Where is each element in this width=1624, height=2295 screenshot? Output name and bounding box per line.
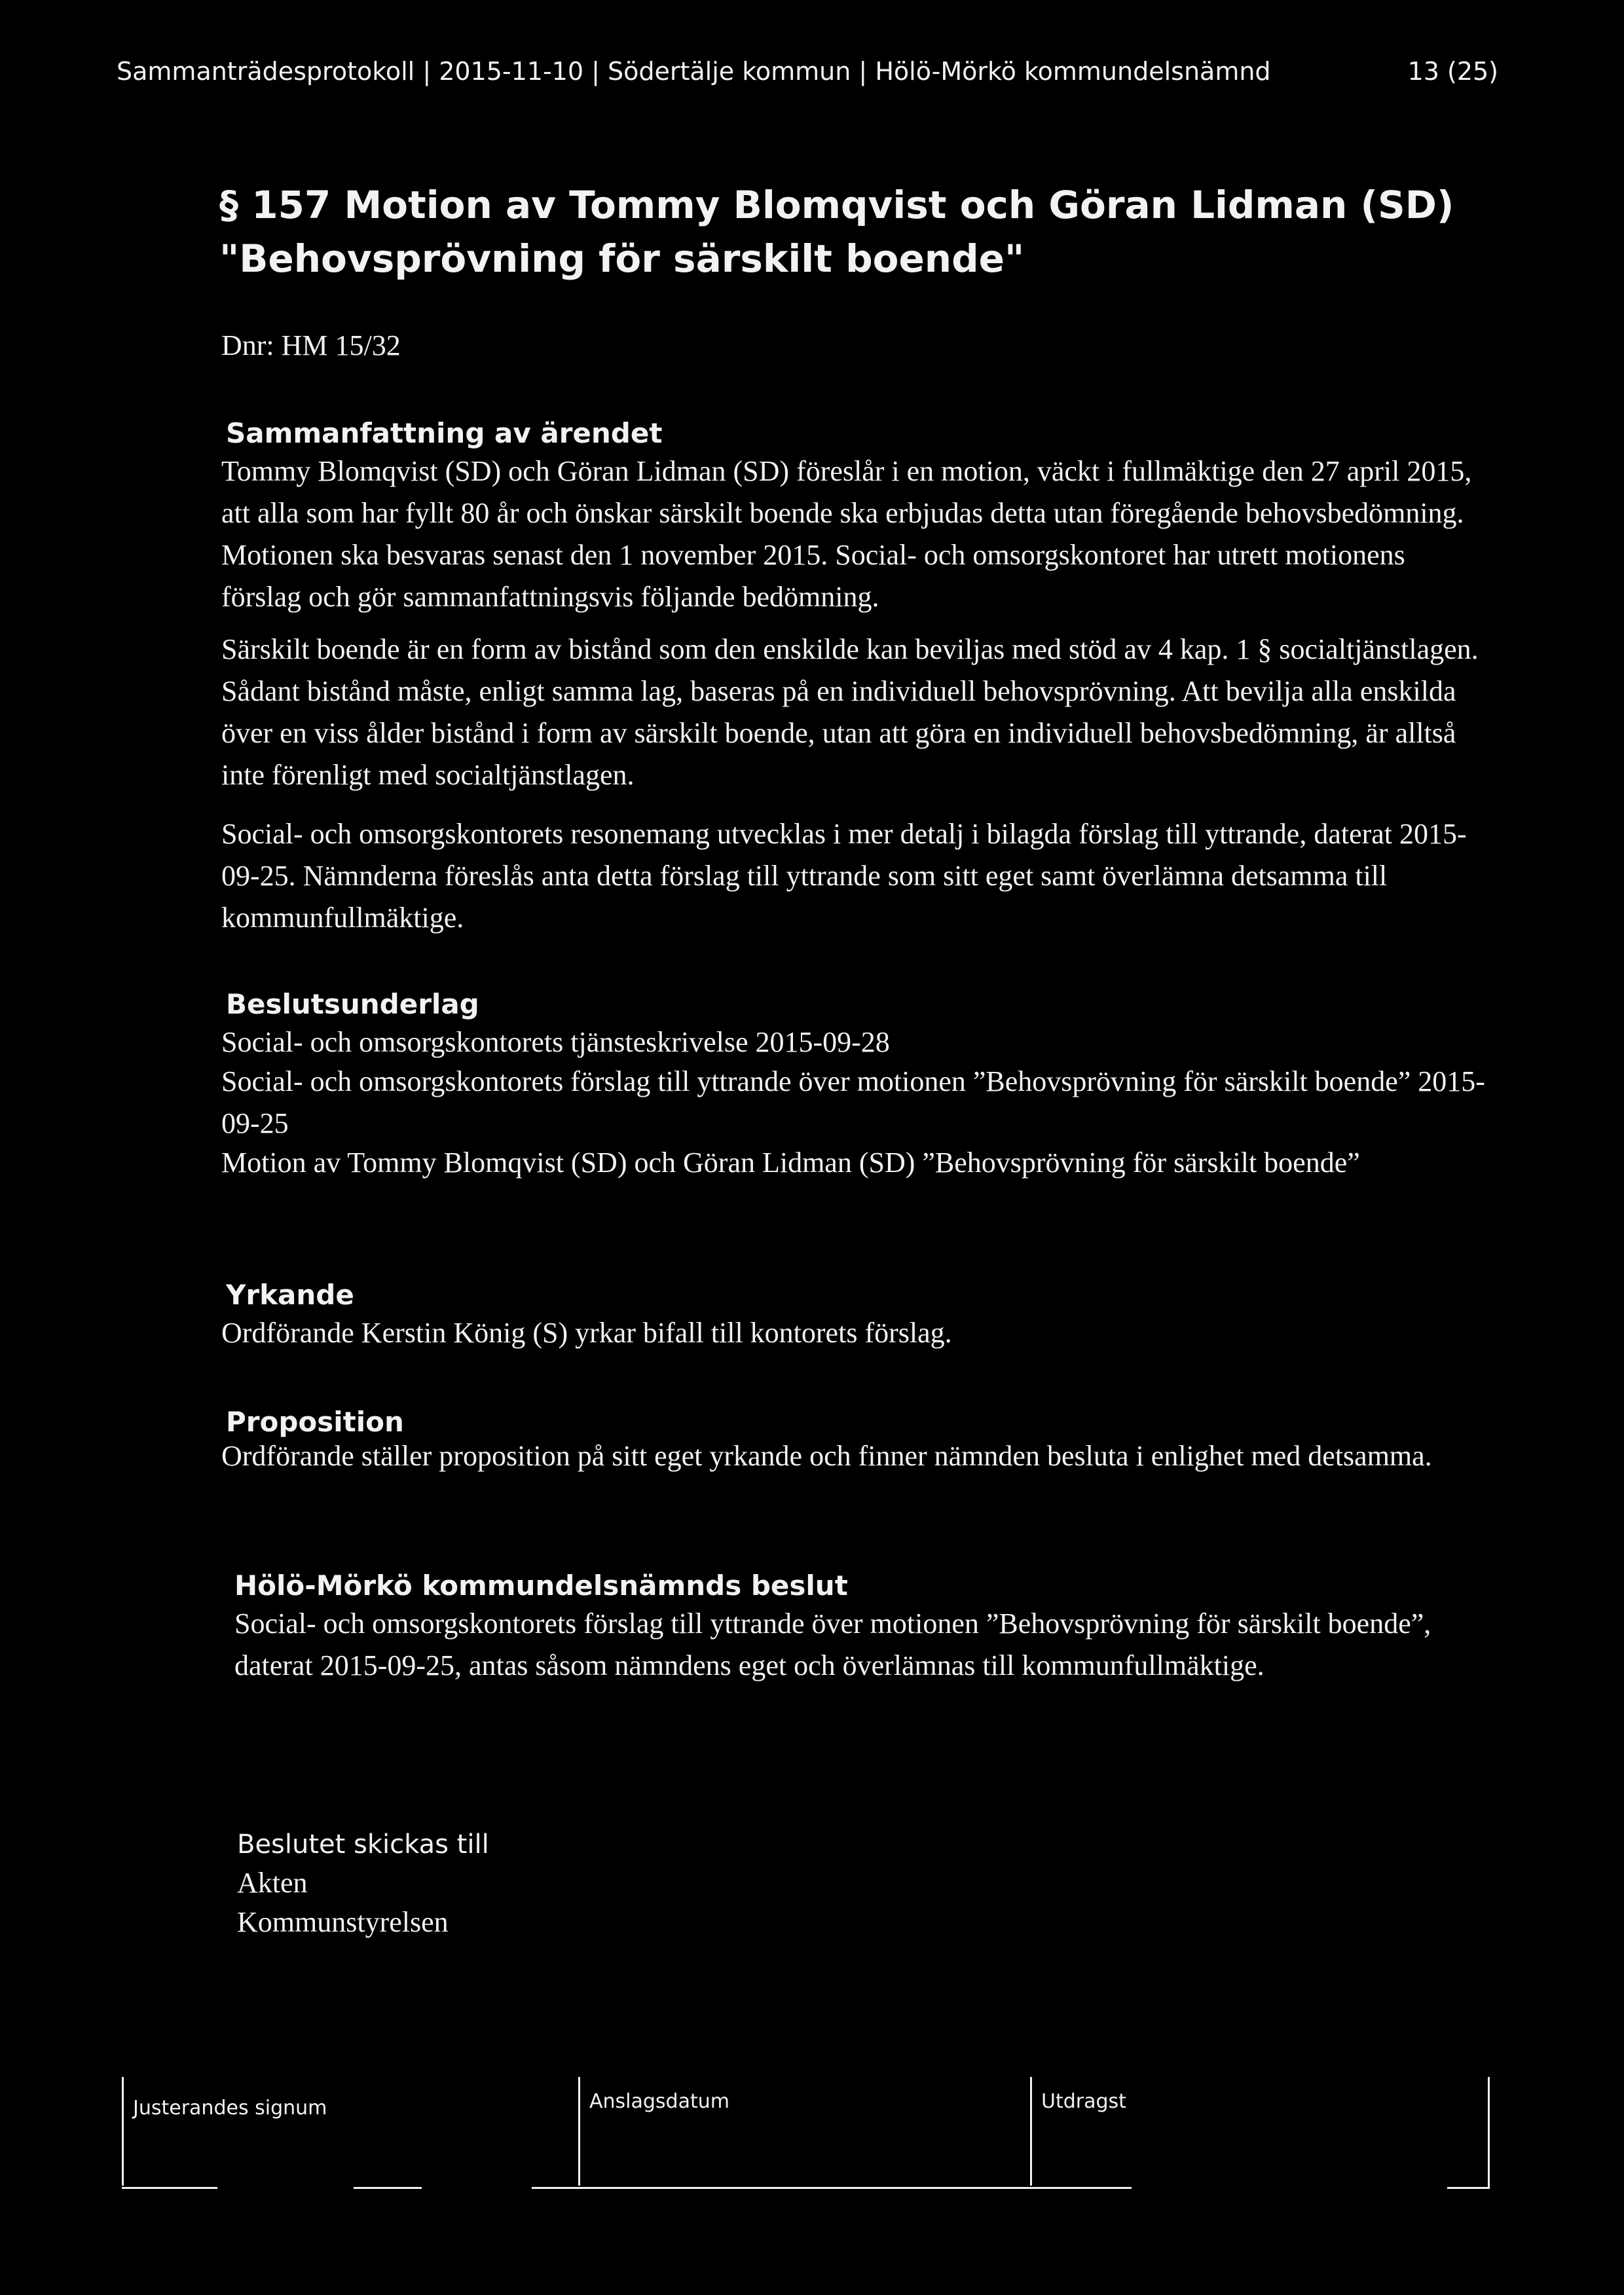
extract-field — [1030, 2077, 1488, 2186]
footer-line-segment — [1447, 2187, 1490, 2189]
running-title: Sammanträdesprotokoll | 2015-11-10 | Södertälje kommun | Hölö-Mörkö kommundelsnämnd — [117, 57, 1271, 86]
decision-heading: Hölö-Mörkö kommundelsnämnds beslut — [234, 1570, 848, 1602]
section-title-line-2: "Behovsprövning för särskilt boende" — [219, 236, 1025, 281]
section-title — [219, 178, 1503, 285]
basis-item-2: Social- och omsorgskontorets förslag till yttrande över motionen ”Behovsprövning för särskilt boende” 2015-09-25 — [221, 1065, 1485, 1139]
footer-line-segment — [122, 2187, 217, 2189]
summary-paragraph-1: Tommy Blomqvist (SD) och Göran Lidman (SD) föreslår i en motion, väckt i fullmäktige den 27 april 2015, att alla som har fyllt 80 år och önskar särskilt boende ska erbjudas detta utan föregående behovsbedömning. Motionen ska besvaras senast den 1 november 2015. Social- och omsorgskontoret har utrett motionens förslag och gör sammanfattningsvis följande bedömning. — [221, 455, 1472, 613]
signature-footer — [122, 2077, 1490, 2187]
signatures-field — [122, 2077, 578, 2186]
recipient-2: Kommunstyrelsen — [237, 1906, 449, 1938]
summary-paragraph-3: Social- och omsorgskontorets resonemang utvecklas i mer detalj i bilagda förslag till yttrande, daterat 2015-09-25. Nämnderna föreslås anta detta förslag till yttrande som sitt eget samt överlämna detsamma till kommunfullmäktige. — [221, 818, 1467, 934]
sent-to-heading: Beslutet skickas till — [237, 1829, 489, 1860]
basis-item-3: Motion av Tommy Blomqvist (SD) och Göran Lidman (SD) ”Behovsprövning för särskilt boende” — [221, 1147, 1360, 1179]
decision-text: Social- och omsorgskontorets förslag till yttrande över motionen ”Behovsprövning för särskilt boende”, daterat 2015-09-25, antas såsom nämndens eget och överlämnas till kommunfullmäktige. — [234, 1607, 1431, 1681]
footer-line-segment — [354, 2187, 422, 2189]
footer-line-segment — [532, 2187, 1132, 2189]
recipient-1: Akten — [237, 1867, 308, 1899]
motion-text: Ordförande Kerstin König (S) yrkar bifall till kontorets förslag. — [221, 1317, 952, 1349]
page-number: 13 (25) — [1407, 57, 1498, 86]
proposition-heading: Proposition — [226, 1406, 404, 1438]
extract-label: Utdragst — [1041, 2090, 1126, 2113]
signatures-label: Justerandes signum — [133, 2097, 327, 2120]
summary-heading: Sammanfattning av ärendet — [226, 417, 663, 449]
registration-number: Dnr: HM 15/32 — [221, 329, 401, 361]
motion-heading: Yrkande — [226, 1279, 354, 1311]
basis-item-1: Social- och omsorgskontorets tjänsteskrivelse 2015-09-28 — [221, 1026, 890, 1058]
section-title-line-1: § 157 Motion av Tommy Blomqvist och Göran Lidman (SD) — [219, 183, 1454, 227]
proposition-text: Ordförande ställer proposition på sitt eget yrkande och finner nämnden besluta i enlighet med detsamma. — [221, 1440, 1432, 1472]
running-header — [117, 55, 1498, 88]
posting-date-field — [578, 2077, 1030, 2186]
posting-date-label: Anslagsdatum — [589, 2090, 729, 2113]
summary-paragraph-2: Särskilt boende är en form av bistånd som den enskilde kan beviljas med stöd av 4 kap. 1 § socialtjänstlagen. Sådant bistånd måste, enligt samma lag, baseras på en individuell behovsprövning. Att bevilja alla enskilda över en viss ålder bistånd i form av särskilt boende, utan att göra en individuell behovsbedömning, är alltså inte förenligt med socialtjänstlagen. — [221, 633, 1479, 791]
basis-heading: Beslutsunderlag — [226, 988, 479, 1020]
